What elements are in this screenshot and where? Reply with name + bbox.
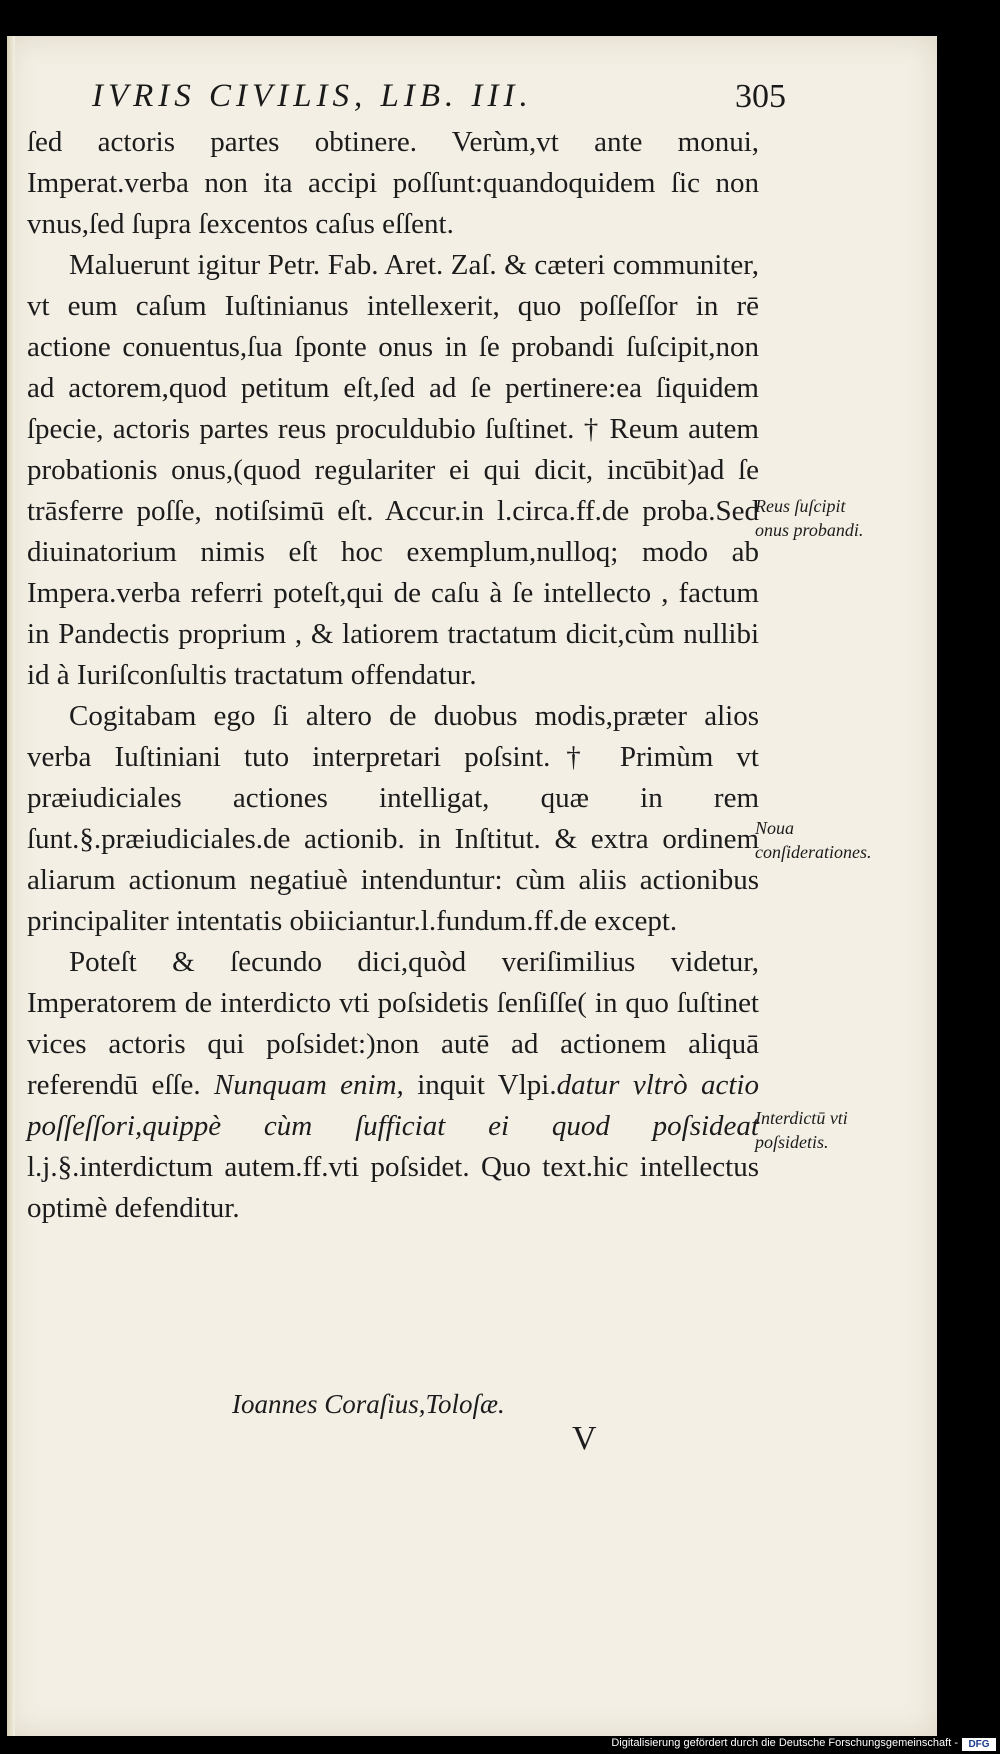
digitization-footer [0, 1736, 1000, 1754]
paragraph-4 [27, 942, 759, 1229]
citation-text: l.j.§.interdictum autem.ff.vti poſsidet. Quo text.hic intellectus optimè defenditur. [27, 1151, 759, 1224]
quote-text: datur vltrò actio poſſeſſori,quippè cùm ſufficiat ei quod poſsideat [27, 1069, 759, 1142]
body-text [27, 122, 759, 1229]
catchword: V [572, 1420, 597, 1457]
marginal-note-noua: Noua conſiderationes. [755, 818, 872, 862]
quote-attribution: inquit Vlpi. [417, 1069, 557, 1101]
marginal-note-reus: Reus ſuſcipit onus probandi. [755, 496, 864, 540]
page-edge [7, 36, 15, 1736]
paragraph-1: ſed actoris partes obtinere. Verùm,vt ante monui, Imperat.verba non ita accipi poſſunt:quandoquidem ſic non vnus,ſed ſupra ſexcentos caſus eſſent. [27, 126, 759, 240]
dfg-logo-icon: DFG [962, 1738, 996, 1751]
marginal-note-interdictum: Interdictū vti poſsidetis. [755, 1108, 848, 1152]
book-page [7, 36, 937, 1736]
paragraph-2: Maluerunt igitur Petr. Fab. Aret. Zaſ. & cæteri communiter, vt eum caſum Iuſtinianus intellexerit, quo poſſeſſor in rē actione conuentus,ſua ſponte onus in ſe probandi ſuſcipit,non ad actorem,quod petitum eſt,ſed ad ſe pertinere:ea ſiquidem ſpecie, actoris partes reus proculdubio ſuſtinet. † Reum autem probationis onus,(quod regulariter ei qui dicit, incūbit)ad ſe trāsferre poſſe, notiſsimū eſt. Accur.in l.circa.ff.de proba.Sed diuinatorium nimis eſt hoc exemplum,nulloq; modo ab Impera.verba referri poteſt,qui de caſu à ſe intellecto , factum in Pandectis proprium , & latiorem tractatum dicit,cùm nullibi id à Iuriſconſultis tractatum offendatur. [27, 249, 759, 691]
quote-intro: Nunquam enim, [214, 1069, 404, 1101]
paragraph-3: Cogitabam ego ſi altero de duobus modis,præter alios verba Iuſtiniani tuto interpretari poſsint.† Primùm vt præiudiciales actiones intelligat, quæ in rem ſunt.§.præiudiciales.de actionib. in Inſtitut. & extra ordinem aliarum actionum negatiuè intenduntur: cùm aliis actionibus principaliter intentatis obiiciantur.l.fundum.ff.de except. [27, 700, 759, 937]
running-title: IVRIS CIVILIS, LIB. III. [92, 78, 533, 114]
running-head [92, 78, 792, 124]
paragraph-4-text: Poteſt & ſecundo dici,quòd veriſimilius videtur, Imperatorem de interdicto vti poſsidetis ſenſiſſe( in quo ſuſtinet vices actoris qui poſsidet:)non autē ad actionem aliquā referendū eſſe. [27, 946, 759, 1101]
signature: Ioannes Coraſius,Toloſæ. [232, 1389, 505, 1419]
page-number: 305 [735, 78, 786, 115]
footer-credit: Digitalisierung gefördert durch die Deutsche Forschungsgemeinschaft - [611, 1737, 958, 1749]
